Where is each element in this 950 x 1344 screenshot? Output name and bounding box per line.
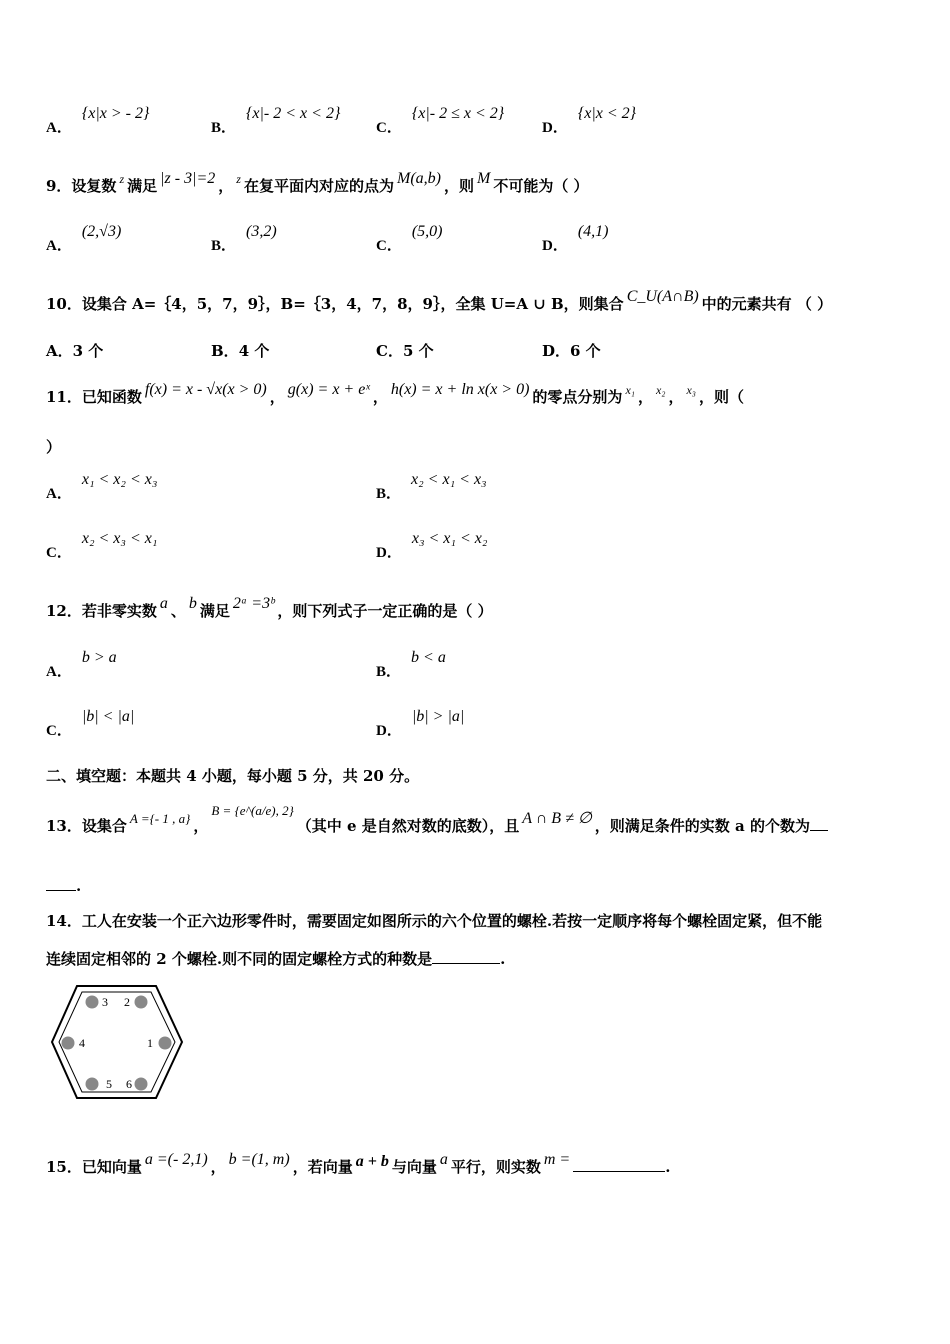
q11-x1: x₁ — [625, 383, 635, 397]
q9-option-d[interactable] — [542, 223, 609, 255]
q11-function-g: g(x) = x + eˣ — [287, 381, 370, 398]
option-value: x₂ < x₃ < x₁ — [81, 530, 158, 547]
q11-suffix: ，则（ — [698, 388, 744, 406]
q9-mid2: 在复平面内对应的点为 — [243, 177, 394, 195]
q11-function-h: h(x) = x + ln x(x > 0) — [390, 381, 530, 398]
option-value: (2,√3) — [81, 223, 122, 240]
q12-option-b[interactable] — [376, 649, 446, 681]
option-label: A． — [46, 342, 73, 360]
q11-option-d[interactable] — [376, 530, 488, 562]
q9-option-b[interactable] — [211, 223, 277, 255]
q13-continued — [46, 877, 81, 895]
q15-prefix: 15．已知向量 — [46, 1158, 142, 1176]
q11-stem: 11．已知函数 f(x) = x - √x(x > 0) ， g(x) = x + eˣ ， h(x) = x + ln x(x > 0) 的零点分别为 $^{x_1}$ ， $^{x_2}$ ， $^{x_3}$ ，则（ — [46, 381, 744, 406]
bolt-2 — [135, 996, 148, 1009]
hexagon-inner — [59, 992, 175, 1092]
q14-stem-line1 — [46, 910, 822, 931]
q11-x3: x₃ — [686, 383, 696, 397]
q13-condition: A ∩ B ≠ ∅ — [522, 810, 592, 827]
bolt-label-3: 3 — [102, 995, 108, 1009]
q10-option-c[interactable] — [376, 340, 434, 361]
option-label: B． — [376, 486, 402, 502]
option-label: C． — [46, 545, 72, 561]
q10-option-a[interactable] — [46, 340, 103, 361]
q12-var-a: a — [159, 595, 168, 612]
option-value: |b| < |a| — [81, 708, 135, 725]
q9-mid3: ，则 — [443, 177, 474, 195]
option-value: x₃ < x₁ < x₂ — [411, 530, 488, 547]
q12-var-b: b — [188, 595, 197, 612]
option-label: B． — [376, 664, 402, 680]
q12-option-c[interactable] — [46, 708, 135, 740]
q13-prefix: 13．设集合 — [46, 817, 127, 835]
q13-answer-blank[interactable] — [810, 830, 828, 831]
option-value: x₂ < x₁ < x₃ — [411, 471, 487, 488]
option-label: A． — [46, 664, 72, 680]
q8-option-b[interactable] — [211, 105, 341, 137]
q11-option-c[interactable] — [46, 530, 158, 562]
q15-mid: ，若向量 — [292, 1158, 353, 1176]
q9-condition: |z - 3|=2 — [160, 170, 216, 187]
option-label: D． — [542, 120, 568, 136]
q11-close-paren — [46, 436, 61, 457]
q10-stem — [46, 288, 833, 314]
option-value: {x|x > - 2} — [81, 105, 150, 122]
q9-suffix: 不可能为（ ） — [493, 177, 589, 195]
q10-option-b[interactable] — [211, 340, 269, 361]
option-value: (5,0) — [411, 223, 443, 240]
q10-text: 10．设集合 A=｛4，5，7，9｝，B=｛3，4，7，8，9｝，全集 U=A ∪ B，则集合 — [46, 295, 624, 313]
q10-option-d[interactable] — [542, 340, 601, 361]
q11-function-f: f(x) = x - √x(x > 0) — [144, 381, 267, 398]
bolt-label-4: 4 — [79, 1036, 85, 1050]
bolt-3 — [86, 996, 99, 1009]
q14-line1: 14．工人在安装一个正六边形零件时，需要固定如图所示的六个位置的螺栓.若按一定顺序将每个螺栓固定紧，但不能 — [46, 912, 823, 930]
q8-option-d[interactable] — [542, 105, 637, 137]
bolt-5 — [86, 1078, 99, 1091]
q8-option-a[interactable] — [46, 105, 150, 137]
section-heading — [46, 765, 419, 786]
option-label: A． — [46, 238, 72, 254]
bolt-label-2: 2 — [124, 995, 130, 1009]
q12-option-a[interactable] — [46, 649, 117, 681]
q14-stem-line2 — [46, 948, 505, 969]
option-value: (4,1) — [577, 223, 609, 240]
bolt-label-5: 5 — [106, 1077, 112, 1091]
option-value: b < a — [411, 649, 446, 666]
q13-set-b: B = {e^(a/e), 2} — [211, 803, 294, 818]
q15-comma: ， — [210, 1158, 226, 1176]
q14-answer-blank[interactable] — [432, 963, 500, 964]
q15-mid2: 与向量 — [391, 1158, 437, 1176]
q9-var-m: M — [476, 170, 491, 187]
option-value: 3 个 — [72, 342, 104, 360]
option-label: B． — [211, 342, 239, 360]
q9-prefix: 9．设复数 — [46, 177, 117, 195]
section-title: 二、填空题：本题共 4 小题，每小题 5 分，共 20 分。 — [46, 767, 420, 785]
q13-mid: （其中 e 是自然对数的底数），且 — [296, 817, 520, 835]
q15-vector-a: a =(- 2,1) — [144, 1151, 208, 1168]
bolt-6 — [135, 1078, 148, 1091]
q11-option-b[interactable] — [376, 471, 487, 503]
q13-end: . — [76, 877, 82, 895]
option-label: C． — [46, 723, 72, 739]
q15-answer-blank[interactable] — [573, 1171, 665, 1172]
option-label: D． — [542, 238, 568, 254]
q10-expression: C_U(A∩B) — [626, 288, 699, 305]
q15-mid3: 平行，则实数 — [450, 1158, 541, 1176]
option-value: 5 个 — [402, 342, 434, 360]
q9-stem — [46, 170, 589, 196]
option-value: (3,2) — [246, 223, 277, 240]
option-label: C． — [376, 238, 402, 254]
q14-line2: 连续固定相邻的 2 个螺栓.则不同的固定螺栓方式的种数是 — [46, 950, 433, 968]
hexagon-svg — [48, 982, 188, 1102]
bolt-label-6: 6 — [126, 1077, 132, 1091]
q13-set-a: A ={- 1 , a} — [129, 811, 191, 826]
q11-prefix: 11．已知函数 — [46, 388, 142, 406]
q9-comma: ， — [218, 177, 234, 195]
q12-condition: 2ᵃ =3ᵇ — [232, 595, 275, 612]
q15-vector-a2: a — [439, 1151, 448, 1168]
option-label: B． — [211, 238, 237, 254]
option-value: {x|- 2 ≤ x < 2} — [411, 105, 505, 122]
q11-mid: 的零点分别为 — [532, 388, 623, 406]
q12-stem — [46, 595, 493, 621]
q12-option-d[interactable] — [376, 708, 465, 740]
q13-stem: 13．设集合 A ={- 1 , a} ，B = {e^(a/e), 2}（其中 e 是自然对数的底数），且 A ∩ B ≠ ∅ ，则满足条件的实数 a 的个数为 — [46, 815, 828, 836]
q11-close: ） — [46, 438, 62, 456]
bolt-4 — [62, 1037, 75, 1050]
q15-vector-b: b =(1, m) — [228, 1151, 290, 1168]
q12-mid: 满足 — [199, 602, 230, 620]
q11-option-a[interactable] — [46, 471, 158, 503]
option-label: A． — [46, 120, 72, 136]
option-value: {x|- 2 < x < 2} — [246, 105, 341, 122]
q8-option-c[interactable] — [376, 105, 505, 137]
q9-option-a[interactable] — [46, 223, 122, 255]
q13-answer-blank-cont[interactable] — [46, 890, 76, 891]
option-value: {x|x < 2} — [577, 105, 637, 122]
q13-suffix: ，则满足条件的实数 a 的个数为 — [594, 817, 810, 835]
q10-suffix: 中的元素共有 （ ） — [701, 295, 833, 313]
option-label: D． — [376, 545, 402, 561]
option-label: C． — [376, 120, 402, 136]
q9-mid1: 满足 — [127, 177, 158, 195]
hexagon-figure — [48, 982, 188, 1106]
q12-sep: 、 — [170, 602, 186, 620]
option-value: x₁ < x₂ < x₃ — [81, 471, 158, 488]
q9-option-c[interactable] — [376, 223, 443, 255]
q14-end: . — [500, 950, 506, 968]
q12-prefix: 12．若非零实数 — [46, 602, 157, 620]
option-value: 4 个 — [238, 342, 270, 360]
option-value: b > a — [81, 649, 117, 666]
option-label: B． — [211, 120, 237, 136]
bolt-1 — [159, 1037, 172, 1050]
q11-x2: x₂ — [655, 383, 666, 397]
option-value: |b| > |a| — [411, 708, 465, 725]
q15-vector-sum: a + b — [355, 1153, 389, 1170]
q9-var-z: z — [119, 172, 125, 186]
q9-var-z2: z — [236, 172, 241, 186]
option-label: D． — [542, 342, 571, 360]
option-label: D． — [376, 723, 402, 739]
option-label: C． — [376, 342, 403, 360]
q15-var-m: m = — [543, 1151, 571, 1168]
q15-stem — [46, 1151, 671, 1177]
q15-end: . — [665, 1158, 671, 1176]
q9-point: M(a,b) — [396, 170, 441, 187]
bolt-label-1: 1 — [147, 1036, 153, 1050]
option-label: A． — [46, 486, 72, 502]
option-value: 6 个 — [570, 342, 601, 360]
q12-suffix: ，则下列式子一定正确的是（ ） — [277, 602, 493, 620]
